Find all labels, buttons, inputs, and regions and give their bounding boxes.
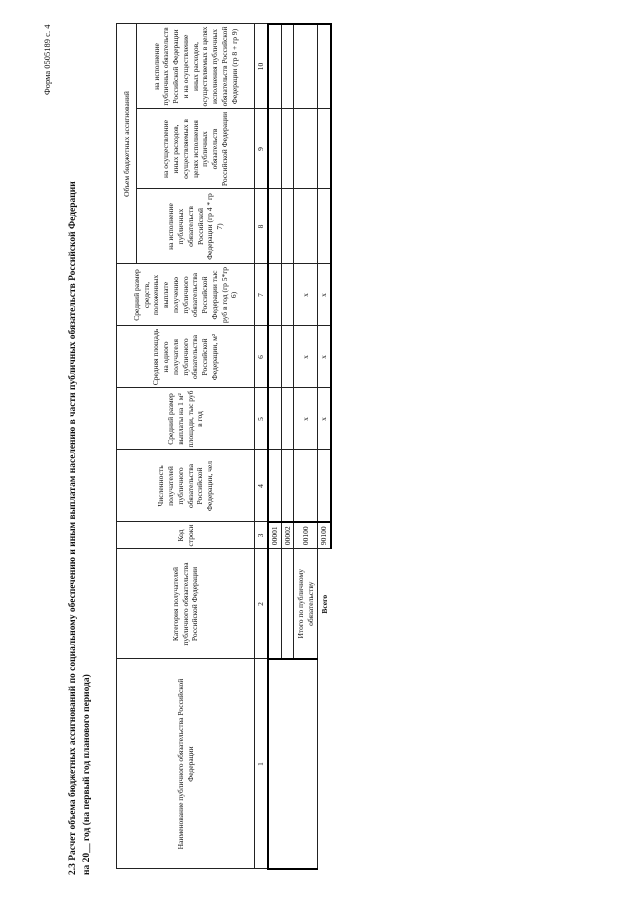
header-count: Численность получателей публичного обязательства Российской Федерации, чел	[117, 450, 255, 522]
header-budget-other: на осуществление иных расходов, осуществляемых в целях исполнения публичных обязательств Российской Федерации	[137, 109, 255, 189]
header-budget-group: Объем бюджетных ассигнований	[117, 24, 137, 264]
page-title: 2.3 Расчет объема бюджетных ассигнований по социальному обеспечению и иным выплатам населению в части публичных обязательств Российской Федерации	[68, 181, 78, 875]
total-row	[318, 24, 331, 869]
form-code: Форма 0505189 с. 4	[42, 24, 52, 95]
cell[interactable]	[281, 189, 294, 264]
cell-x: x	[294, 326, 318, 388]
subtotal-code: 00100	[294, 522, 318, 549]
col-number: 7	[255, 264, 268, 326]
col-number: 5	[255, 388, 268, 450]
col-number: 4	[255, 450, 268, 522]
cell[interactable]	[318, 189, 331, 264]
header-budget-public: на исполнение публичных обязательств Российской Федерации (гр 4 * гр 7)	[137, 189, 255, 264]
cell-code: 00001	[268, 522, 281, 549]
cell[interactable]	[281, 264, 294, 326]
cell[interactable]	[294, 450, 318, 522]
col-number: 3	[255, 522, 268, 549]
cell[interactable]	[268, 189, 281, 264]
total-label: Всего	[319, 594, 329, 614]
cell-category[interactable]	[281, 549, 294, 659]
cell-obligation-name[interactable]	[268, 659, 318, 869]
cell[interactable]	[318, 109, 331, 189]
col-number: 2	[255, 549, 268, 659]
cell[interactable]	[318, 24, 331, 109]
page-subtitle: на 20__ год (на первый год планового периода)	[82, 674, 92, 875]
cell-x: x	[294, 388, 318, 450]
cell-category[interactable]	[268, 549, 281, 659]
cell[interactable]	[281, 109, 294, 189]
cell[interactable]	[281, 450, 294, 522]
header-avg-area: Средняя площадь на одного получателя публичного обязательства Российской Федерации, м²	[117, 326, 255, 388]
total-code: 90100	[318, 522, 331, 549]
header-budget-total: на исполнение публичных обязательств Российской Федерации и на осуществление иных расходов, осуществляемых в целях исполнения публичных обязательств Российской Федерации (гр 8 + гр 9)	[137, 24, 255, 109]
col-number: 1	[255, 659, 268, 869]
col-number: 10	[255, 24, 268, 109]
subtotal-label: Итого по публичному обязательству	[294, 549, 318, 659]
cell[interactable]	[268, 264, 281, 326]
cell[interactable]	[294, 189, 318, 264]
cell[interactable]	[268, 388, 281, 450]
cell[interactable]	[281, 24, 294, 109]
header-avg-funds: Средний размер средств, положенных выплате получению публичного обязательства Российской Федерации тыс руб в год (гр 5*гр 6)	[117, 264, 255, 326]
cell[interactable]	[294, 109, 318, 189]
header-name: Наименование публичного обязательства Российской Федерации	[117, 659, 255, 869]
cell[interactable]	[268, 109, 281, 189]
cell-x: x	[318, 264, 331, 326]
header-avg-payment: Средний размер выплаты на 1 м² площади, тыс руб в год	[117, 388, 255, 450]
cell[interactable]	[318, 450, 331, 522]
cell[interactable]	[268, 24, 281, 109]
header-category: Категория получателей публичного обязательства Российской Федерации	[117, 549, 255, 659]
budget-table	[116, 23, 332, 870]
cell[interactable]	[281, 326, 294, 388]
col-number: 9	[255, 109, 268, 189]
cell[interactable]	[281, 388, 294, 450]
cell-code: 00002	[281, 522, 294, 549]
header-code: Код строки	[117, 522, 255, 549]
cell-x: x	[294, 264, 318, 326]
table-row	[268, 24, 281, 869]
cell[interactable]	[268, 326, 281, 388]
col-number: 6	[255, 326, 268, 388]
col-number: 8	[255, 189, 268, 264]
cell[interactable]	[268, 450, 281, 522]
cell-x: x	[318, 326, 331, 388]
cell[interactable]	[294, 24, 318, 109]
cell-x: x	[318, 388, 331, 450]
